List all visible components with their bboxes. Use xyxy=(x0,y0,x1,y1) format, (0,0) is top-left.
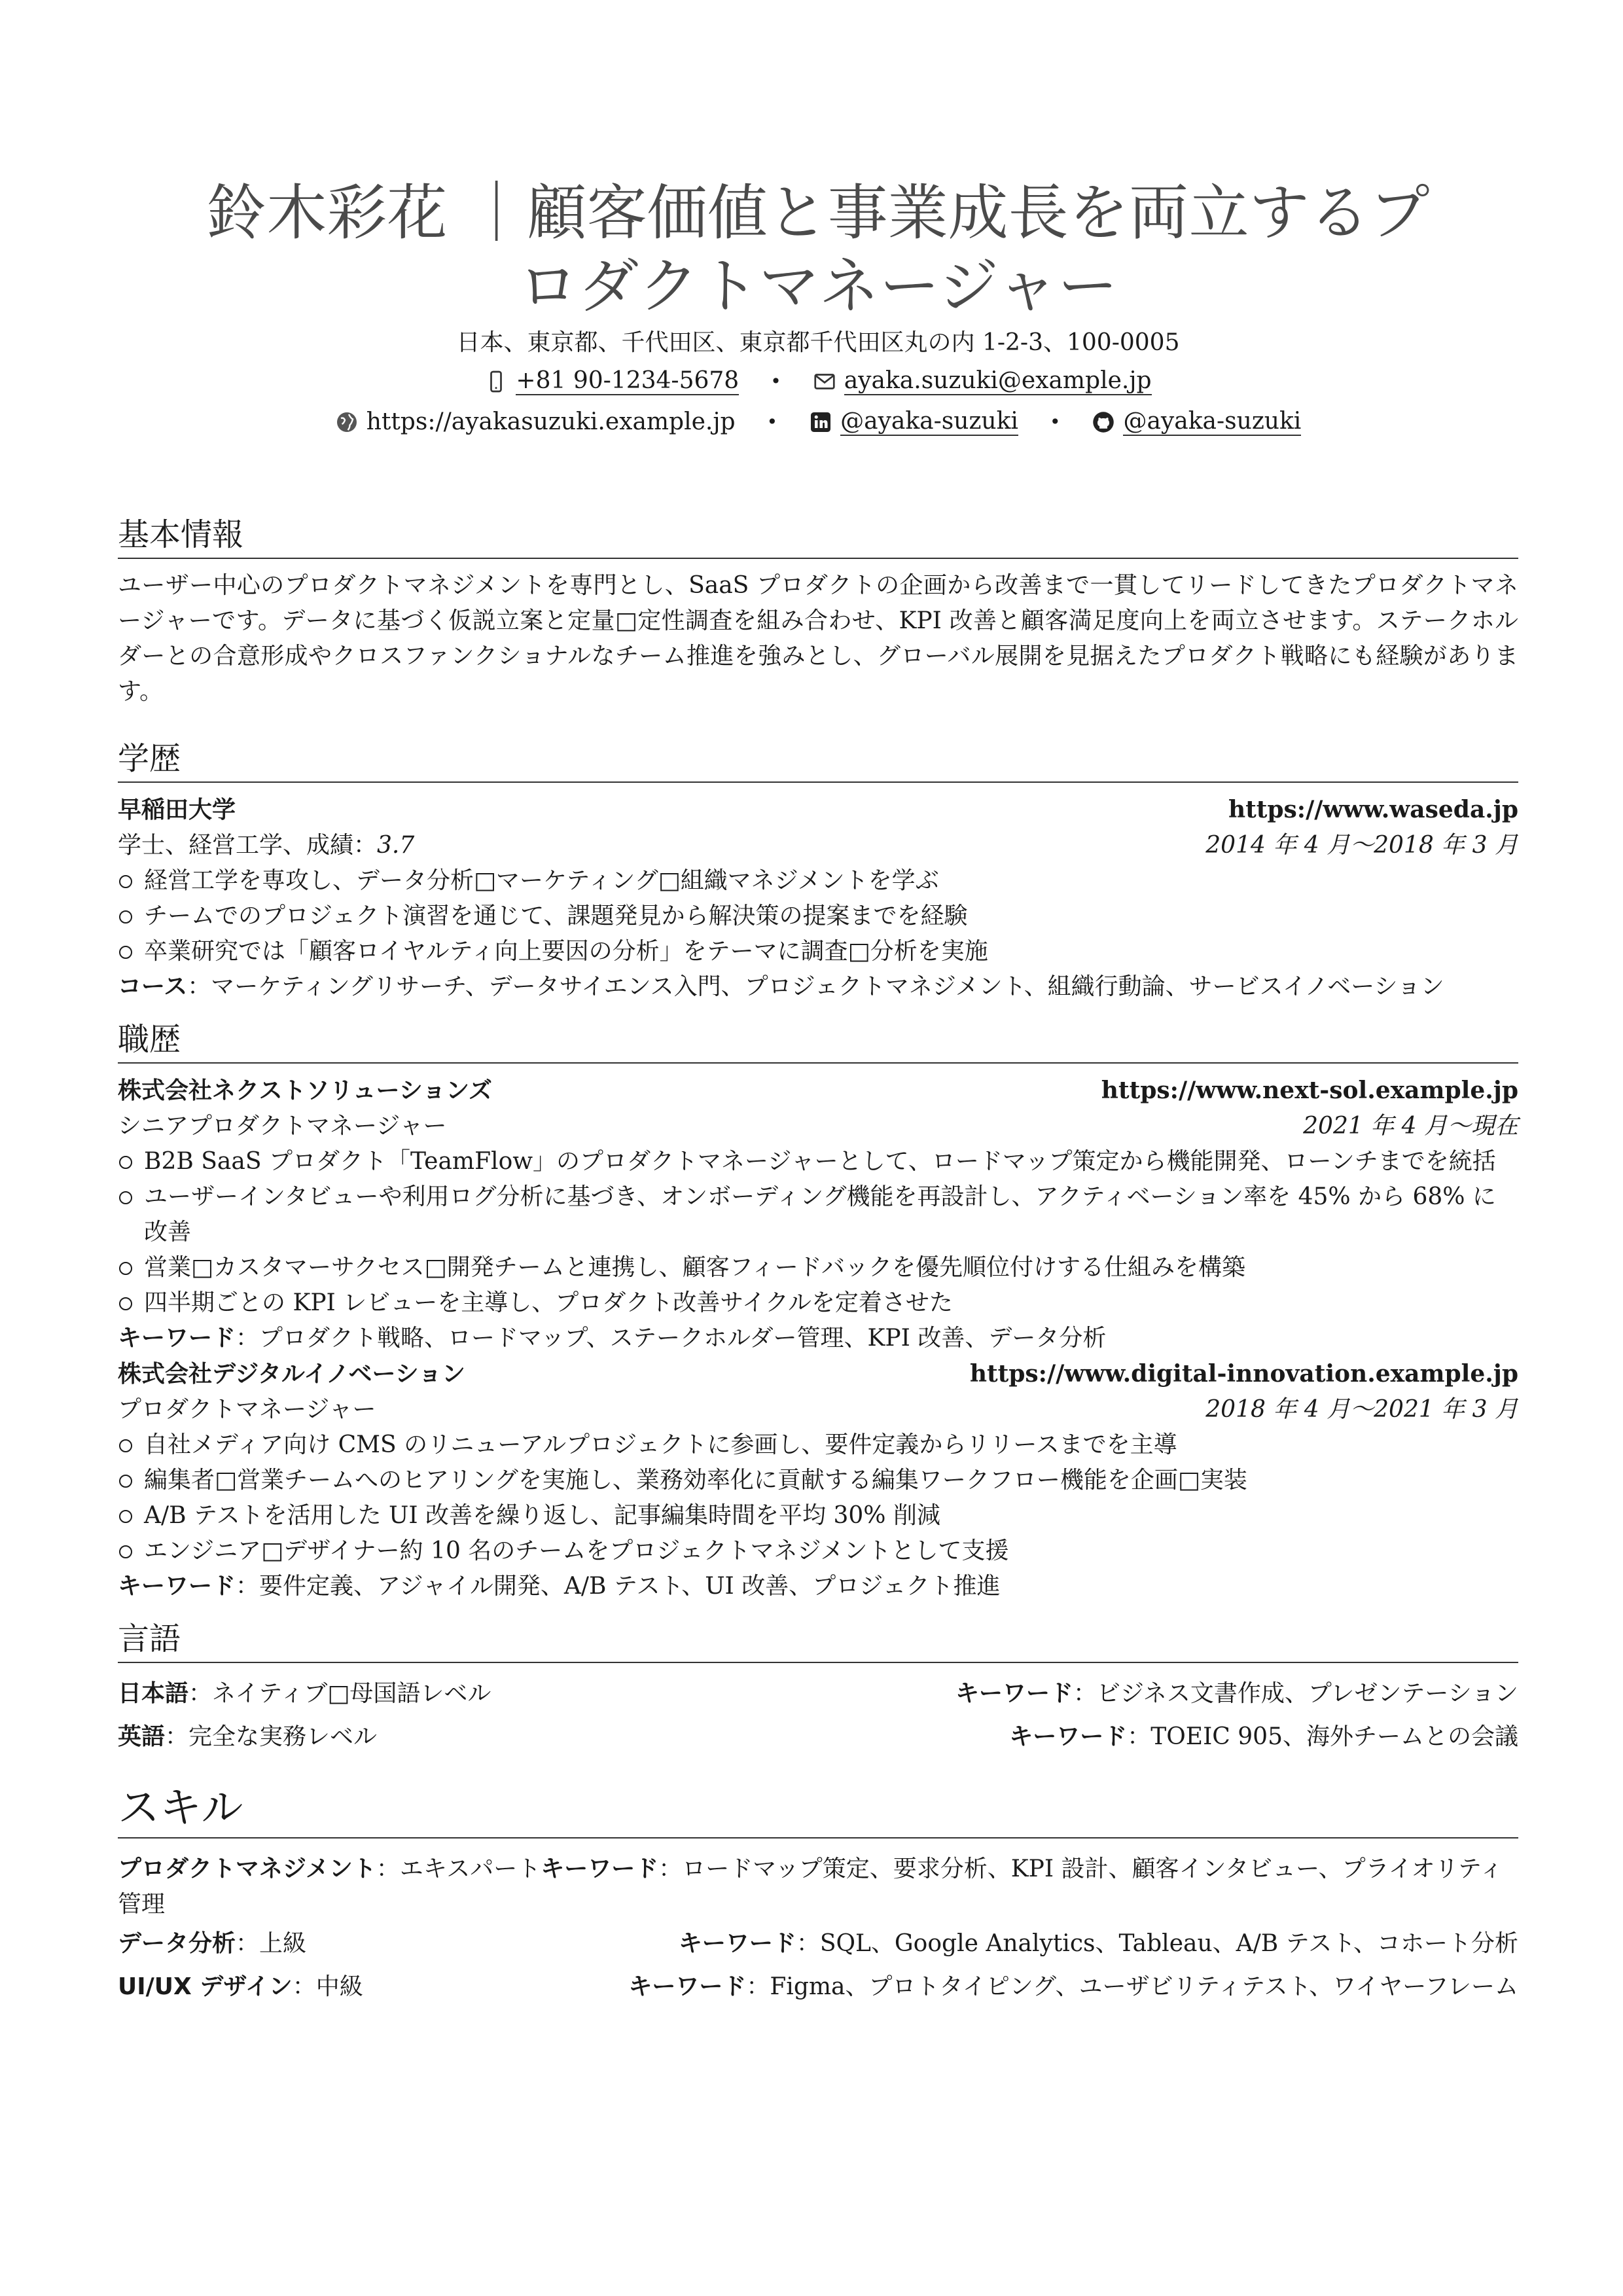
skill-row xyxy=(118,1965,1518,2009)
keywords-label: キーワード xyxy=(118,1573,236,1600)
keywords-label: キーワード xyxy=(628,1973,747,2000)
list-item: A/B テストを活用した UI 改善を繰り返し、記事編集時間を平均 30% 削減 xyxy=(118,1498,1518,1534)
keywords-label: キーワード xyxy=(678,1930,796,1957)
keywords-text: ：ビジネス文書作成、プレゼンテーション xyxy=(1073,1680,1518,1707)
website-contact[interactable] xyxy=(335,402,736,442)
section-title: スキル xyxy=(118,1782,1518,1839)
gpa-value: 3.7 xyxy=(377,832,415,859)
job-role: シニアプロダクトマネージャー xyxy=(118,1113,447,1139)
keywords-line xyxy=(118,1321,1518,1356)
skill-info xyxy=(118,1922,306,1965)
keywords-text: ：SQL、Google Analytics、Tableau、A/B テスト、コホート分析 xyxy=(796,1930,1518,1957)
courses-line xyxy=(118,969,1518,1005)
list-item: 経営工学を専攻し、データ分析□マーケティング□組織マネジメントを学ぶ xyxy=(118,863,1518,899)
summary-text: ユーザー中心のプロダクトマネジメントを専門とし、SaaS プロダクトの企画から改善まで一貫してリードしてきたプロダクトマネージャーです。データに基づく仮説立案と定量□定性調査を組み合わせ、KPI 改善と顧客満足度向上を両立させます。ステークホルダーとの合意形成やクロスファンクショナルなチーム推進を強みとし、グローバル展開を見据えたプロダクト戦略にも経験があります。 xyxy=(118,572,1518,705)
company-name: 株式会社ネクストソリューションズ xyxy=(118,1077,493,1104)
list-item: 卒業研究では「顧客ロイヤルティ向上要因の分析」をテーマに調査□分析を実施 xyxy=(118,934,1518,969)
company-name: 株式会社デジタルイノベーション xyxy=(118,1361,466,1388)
contact-separator: • xyxy=(766,411,778,433)
school-url[interactable]: https://www.waseda.jp xyxy=(1228,796,1518,823)
email-contact[interactable] xyxy=(813,368,1152,395)
summary-section xyxy=(118,514,1518,709)
job-header-row xyxy=(118,1356,1518,1392)
envelope-icon xyxy=(813,370,836,393)
skills-section xyxy=(118,1782,1518,2009)
courses-label: コース xyxy=(118,973,188,1000)
website-link[interactable]: https://ayakasuzuki.example.jp xyxy=(366,408,736,435)
job-dates: 2021 年 4 月〜現在 xyxy=(1303,1113,1518,1139)
language-name: 日本語 xyxy=(118,1680,189,1707)
keywords-label: キーワード xyxy=(118,1325,236,1352)
contact-separator: • xyxy=(1049,411,1061,433)
skill-name: UI/UX デザイン xyxy=(118,1973,293,2000)
list-item: エンジニア□デザイナー約 10 名のチームをプロジェクトマネジメントとして支援 xyxy=(118,1534,1518,1569)
phone-link[interactable]: +81 90-1234-5678 xyxy=(516,367,740,394)
contact-row-1 xyxy=(118,361,1518,402)
phone-icon xyxy=(484,370,508,393)
list-item: 自社メディア向け CMS のリニューアルプロジェクトに参画し、要件定義からリリースまでを主導 xyxy=(118,1427,1518,1463)
school-name: 早稲田大学 xyxy=(118,797,236,823)
job-bullets xyxy=(118,1144,1518,1321)
email-link[interactable]: ayaka.suzuki@example.jp xyxy=(844,367,1152,394)
keywords-label: キーワード xyxy=(955,1680,1073,1707)
keywords-label: キーワード xyxy=(541,1856,659,1882)
skill-row xyxy=(118,1922,1518,1965)
job-detail-row xyxy=(118,1109,1518,1144)
list-item: チームでのプロジェクト演習を通じて、課題発見から解決策の提案までを経験 xyxy=(118,899,1518,934)
degree xyxy=(118,828,414,863)
keywords-text: ：ロードマップ策定、要求分析、KPI 設計、顧客インタビュー、プライオリティ管理 xyxy=(118,1856,1503,1918)
language-keywords xyxy=(955,1672,1518,1715)
company-url[interactable]: https://www.digital-innovation.example.jp xyxy=(969,1360,1518,1388)
skill-keywords xyxy=(679,1922,1518,1965)
language-info xyxy=(118,1672,491,1715)
section-title: 言語 xyxy=(118,1619,1518,1663)
globe-icon xyxy=(335,410,359,434)
section-title: 基本情報 xyxy=(118,514,1518,559)
education-dates: 2014 年 4 月〜2018 年 3 月 xyxy=(1205,832,1518,859)
education-header-row xyxy=(118,792,1518,828)
degree-text: 学士、経営工学、成績： xyxy=(118,832,378,859)
name-title: 鈴木彩花 ｜顧客価値と事業成長を両立するプロダクトマネージャー xyxy=(206,178,1430,321)
keywords-text: ：Figma、プロトタイピング、ユーザビリティテスト、ワイヤーフレーム xyxy=(746,1973,1518,2000)
courses-text: ：マーケティングリサーチ、データサイエンス入門、プロジェクトマネジメント、組織行動論、サービスイノベーション xyxy=(187,973,1444,1000)
language-name: 英語 xyxy=(118,1723,166,1750)
github-contact[interactable] xyxy=(1092,408,1301,436)
skill-level: ：中級 xyxy=(292,1973,363,2000)
language-info xyxy=(118,1715,377,1759)
education-section xyxy=(118,738,1518,1005)
skill-name: データ分析 xyxy=(118,1930,236,1957)
experience-section xyxy=(118,1019,1518,1604)
keywords-text: ：TOEIC 905、海外チームとの会議 xyxy=(1127,1723,1518,1750)
language-keywords xyxy=(1009,1715,1518,1759)
list-item: B2B SaaS プロダクト「TeamFlow」のプロダクトマネージャーとして、ロードマップ策定から機能開発、ローンチまでを統括 xyxy=(118,1144,1518,1179)
phone-contact[interactable] xyxy=(484,368,739,395)
contact-separator: • xyxy=(770,370,781,392)
skill-info xyxy=(118,1965,363,2009)
resume-page xyxy=(118,177,1518,2009)
company-url[interactable]: https://www.next-sol.example.jp xyxy=(1101,1077,1518,1104)
education-detail-row xyxy=(118,828,1518,863)
education-bullets xyxy=(118,863,1518,969)
linkedin-link[interactable]: @ayaka-suzuki xyxy=(840,408,1018,435)
language-row xyxy=(118,1672,1518,1715)
address: 日本、東京都、千代田区、東京都千代田区丸の内 1-2-3、100-0005 xyxy=(456,329,1180,356)
list-item: 営業□カスタマーサクセス□開発チームと連携し、顧客フィードバックを優先順位付けする仕組みを構築 xyxy=(118,1250,1518,1285)
section-title: 学歴 xyxy=(118,738,1518,783)
skill-keywords xyxy=(628,1965,1518,2009)
languages-section xyxy=(118,1619,1518,1759)
github-link[interactable]: @ayaka-suzuki xyxy=(1123,408,1302,435)
skill-name: プロダクトマネジメント xyxy=(118,1856,376,1882)
keywords-text: ：要件定義、アジャイル開発、A/B テスト、UI 改善、プロジェクト推進 xyxy=(236,1573,1001,1600)
language-row xyxy=(118,1715,1518,1759)
keywords-text: ：プロダクト戦略、ロードマップ、ステークホルダー管理、KPI 改善、データ分析 xyxy=(236,1325,1107,1352)
linkedin-icon xyxy=(809,410,832,434)
skill-level: ：エキスパート xyxy=(376,1856,541,1882)
contact-row-2 xyxy=(118,402,1518,442)
job-header-row xyxy=(118,1073,1518,1109)
language-level: ：ネイティブ□母国語レベル xyxy=(188,1680,491,1707)
resume-header xyxy=(118,177,1518,442)
list-item: ユーザーインタビューや利用ログ分析に基づき、オンボーディング機能を再設計し、アクティベーション率を 45% から 68% に改善 xyxy=(118,1179,1518,1250)
language-level: ：完全な実務レベル xyxy=(165,1723,378,1750)
keywords-label: キーワード xyxy=(1009,1723,1128,1750)
skill-row xyxy=(118,1848,1518,1922)
github-icon xyxy=(1092,410,1115,434)
keywords-line xyxy=(118,1569,1518,1604)
job-entry xyxy=(118,1356,1518,1604)
job-role: プロダクトマネージャー xyxy=(118,1396,376,1423)
job-dates: 2018 年 4 月〜2021 年 3 月 xyxy=(1205,1396,1518,1423)
job-entry xyxy=(118,1073,1518,1356)
list-item: 四半期ごとの KPI レビューを主導し、プロダクト改善サイクルを定着させた xyxy=(118,1285,1518,1321)
skill-level: ：上級 xyxy=(236,1930,307,1957)
job-bullets xyxy=(118,1427,1518,1569)
list-item: 編集者□営業チームへのヒアリングを実施し、業務効率化に貢献する編集ワークフロー機能を企画□実装 xyxy=(118,1463,1518,1498)
section-title: 職歴 xyxy=(118,1019,1518,1064)
linkedin-contact[interactable] xyxy=(809,408,1018,436)
job-detail-row xyxy=(118,1392,1518,1427)
